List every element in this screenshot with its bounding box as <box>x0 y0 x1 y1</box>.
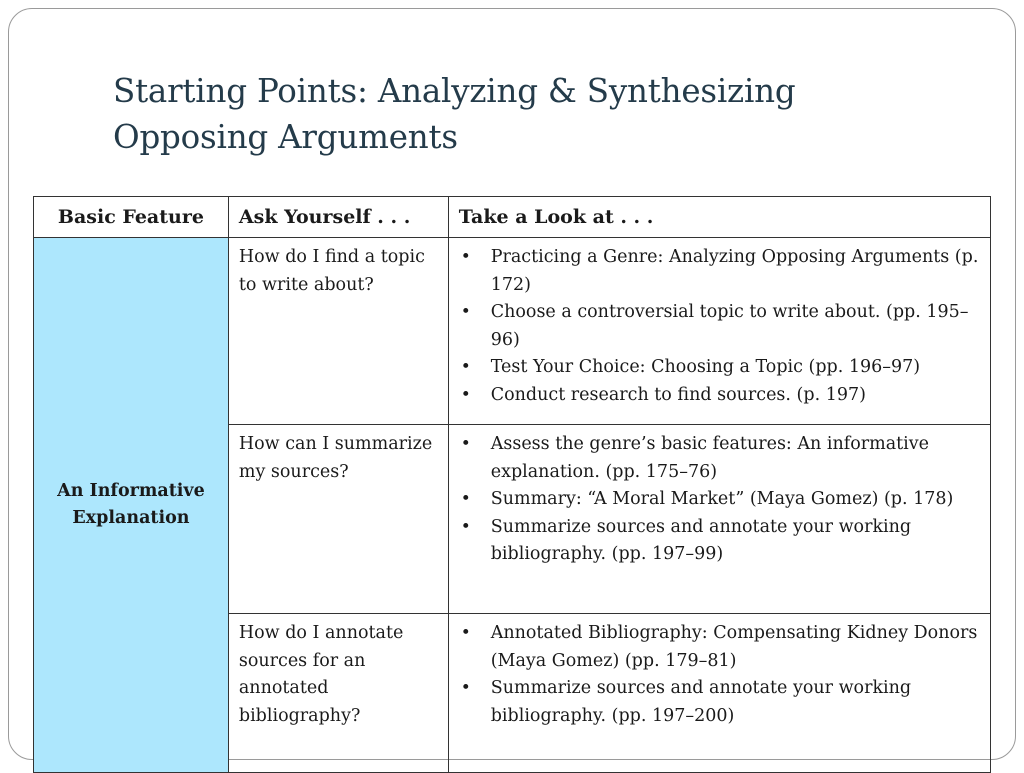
bullet-icon: • <box>460 302 471 322</box>
slide-title <box>113 68 973 160</box>
header-take-a-look: Take a Look at . . . <box>448 197 990 238</box>
table-row <box>34 238 991 425</box>
question-cell: How can I summarize my sources? <box>228 425 448 614</box>
bullet-icon: • <box>460 516 471 537</box>
resource-item <box>459 431 980 486</box>
bullet-icon: • <box>460 623 471 643</box>
resource-item <box>459 486 980 514</box>
resource-text: Choose a controversial topic to write about. (pp. 195–96) <box>490 302 969 350</box>
bullet-icon: • <box>460 384 471 405</box>
header-basic-feature: Basic Feature <box>34 197 229 238</box>
bullet-icon: • <box>460 357 471 377</box>
starting-points-table <box>33 196 991 773</box>
bullet-icon: • <box>460 247 471 267</box>
resource-item <box>459 514 980 569</box>
slide-title-line-2: Opposing Arguments <box>113 118 458 156</box>
resource-item <box>459 354 980 382</box>
resource-text: Summarize sources and annotate your working bibliography. (pp. 197–99) <box>490 516 912 564</box>
resources-cell <box>448 614 990 773</box>
bullet-icon: • <box>460 678 471 698</box>
resource-text: Practicing a Genre: Analyzing Opposing Arguments (p. 172) <box>490 247 979 295</box>
feature-cell: An Informative Explanation <box>34 238 229 773</box>
bullet-icon: • <box>460 489 471 509</box>
resource-text: Assess the genre’s basic features: An informative explanation. (pp. 175–76) <box>490 434 930 482</box>
resource-item <box>459 382 980 410</box>
resource-item <box>459 244 980 299</box>
resource-list <box>459 244 980 409</box>
slide-title-line-1: Starting Points: Analyzing & Synthesizing <box>113 72 796 110</box>
resource-text: Test Your Choice: Choosing a Topic (pp. 196–97) <box>490 357 921 377</box>
resource-text: Summarize sources and annotate your working bibliography. (pp. 197–200) <box>490 678 912 726</box>
resource-list <box>459 431 980 569</box>
resource-item <box>459 299 980 354</box>
resource-list <box>459 620 980 730</box>
resources-cell <box>448 238 990 425</box>
resource-text: Annotated Bibliography: Compensating Kidney Donors (Maya Gomez) (pp. 179–81) <box>490 623 978 671</box>
resource-text: Conduct research to find sources. (p. 197) <box>490 384 866 405</box>
question-cell: How do I annotate sources for an annotated bibliography? <box>228 614 448 773</box>
table-header-row <box>34 197 991 238</box>
resource-item <box>459 675 980 730</box>
resources-cell <box>448 425 990 614</box>
resource-item <box>459 620 980 675</box>
resource-text: Summary: “A Moral Market” (Maya Gomez) (p. 178) <box>490 489 954 509</box>
bullet-icon: • <box>460 434 471 454</box>
header-ask-yourself: Ask Yourself . . . <box>228 197 448 238</box>
question-cell: How do I find a topic to write about? <box>228 238 448 425</box>
